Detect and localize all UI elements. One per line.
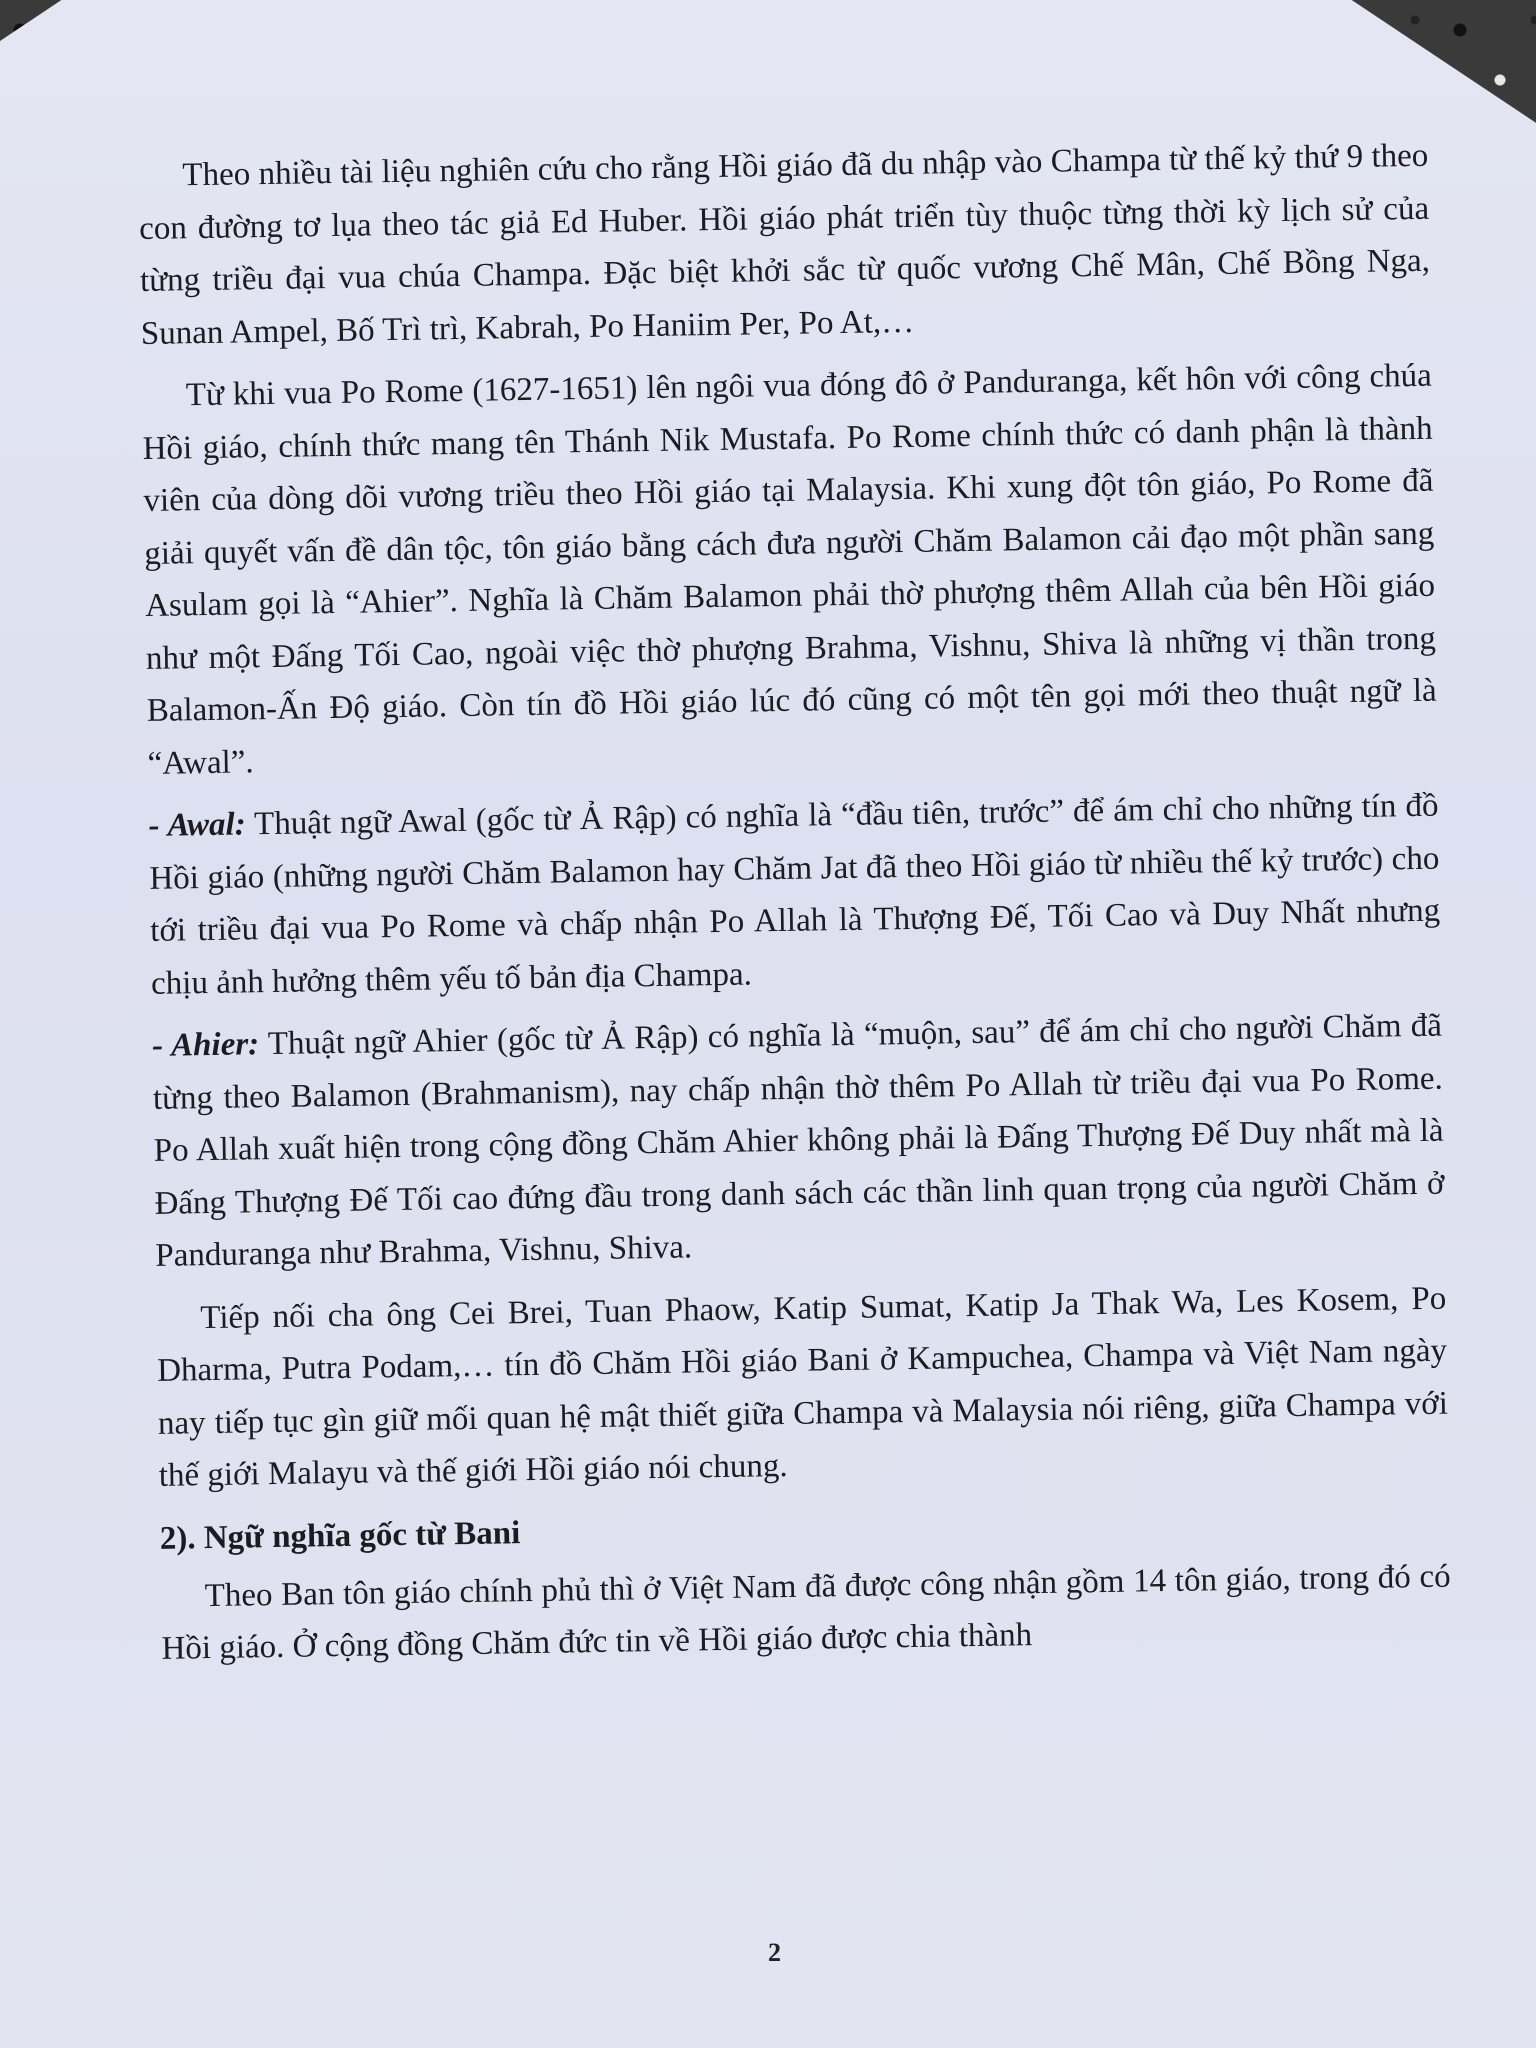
section-heading: 2). Ngữ nghĩa gốc từ Bani	[159, 1514, 521, 1557]
term-awal: - Awal:	[148, 806, 246, 844]
definition-awal: Thuật ngữ Awal (gốc từ Ả Rập) có nghĩa là “đầu tiên, trước” để ám chỉ cho những tín đồ Hồi giáo (những người Chăm Balamon hay Chăm Jat đã theo Hồi giáo từ nhiều thế kỷ trước) cho tới triều đại vua Po Rome và chấp nhận Po Allah là Thượng Đế, Tối Cao và Duy Nhất nhưng chịu ảnh hưởng thêm yếu tố bản địa Champa.	[149, 787, 1441, 1002]
document-body	[138, 130, 1452, 1686]
paragraph-awal	[148, 780, 1441, 1010]
paragraph-continuation: Tiếp nối cha ông Cei Brei, Tuan Phaow, Katip Sumat, Katip Ja Thak Wa, Les Kosem, Po Dharma, Putra Podam,… tín đồ Chăm Hồi giáo Bani ở Kampuchea, Champa và Việt Nam ngày nay tiếp tục gìn giữ mối quan hệ mật thiết giữa Champa và Malaysia nói riêng, giữa Champa với thế giới Malayu và thế giới Hồi giáo nói chung.	[156, 1280, 1449, 1494]
page-number: 2	[768, 1938, 781, 1967]
term-ahier: - Ahier:	[151, 1026, 260, 1064]
paragraph-po-rome: Từ khi vua Po Rome (1627-1651) lên ngôi vua đóng đô ở Panduranga, kết hôn với công chúa Hồi giáo, chính thức mang tên Thánh Nik Mustafa. Po Rome chính thức có danh phận là thành viên của dòng dõi vương triều theo Hồi giáo tại Malaysia. Khi xung đột tôn giáo, Po Rome đã giải quyết vấn đề dân tộc, tôn giáo bằng cách đưa người Chăm Balamon cải đạo một phần sang Asulam gọi là “Ahier”. Nghĩa là Chăm Balamon phải thờ phượng thêm Allah của bên Hồi giáo như một Đấng Tối Cao, ngoài việc thờ phượng Brahma, Vishnu, Shiva là những vị thần trong Balamon-Ấn Độ giáo. Còn tín đồ Hồi giáo lúc đó cũng có một tên gọi mới theo thuật ngữ là “Awal”.	[142, 357, 1437, 782]
paragraph-intro: Theo nhiều tài liệu nghiên cứu cho rằng Hồi giáo đã du nhập vào Champa từ thế kỷ thứ 9 theo con đường tơ lụa theo tác giả Ed Huber. Hồi giáo phát triển tùy thuộc từng thời kỳ lịch sử của từng triều đại vua chúa Champa. Đặc biệt khởi sắc từ quốc vương Chế Mân, Chế Bồng Nga, Sunan Ampel, Bố Trì trì, Kabrah, Po Haniim Per, Po At,…	[138, 137, 1431, 352]
paragraph-ahier	[152, 1000, 1446, 1283]
paragraph-bani: Theo Ban tôn giáo chính phủ thì ở Việt Nam đã được công nhận gồm 14 tôn giáo, trong đó có Hồi giáo. Ở cộng đồng Chăm đức tin về Hồi giáo được chia thành	[161, 1558, 1451, 1667]
definition-ahier: Thuật ngữ Ahier (gốc từ Ả Rập) có nghĩa là “muộn, sau” để ám chỉ cho người Chăm đã từng theo Balamon (Brahmanism), nay chấp nhận thờ thêm Po Allah từ triều đại vua Po Rome. Po Allah xuất hiện trong cộng đồng Chăm Ahier không phải là Đấng Thượng Đế Duy nhất mà là Đấng Thượng Đế Tối cao đứng đầu trong danh sách các thần linh quan trọng của người Chăm ở Panduranga như Brahma, Vishnu, Shiva.	[152, 1007, 1445, 1274]
